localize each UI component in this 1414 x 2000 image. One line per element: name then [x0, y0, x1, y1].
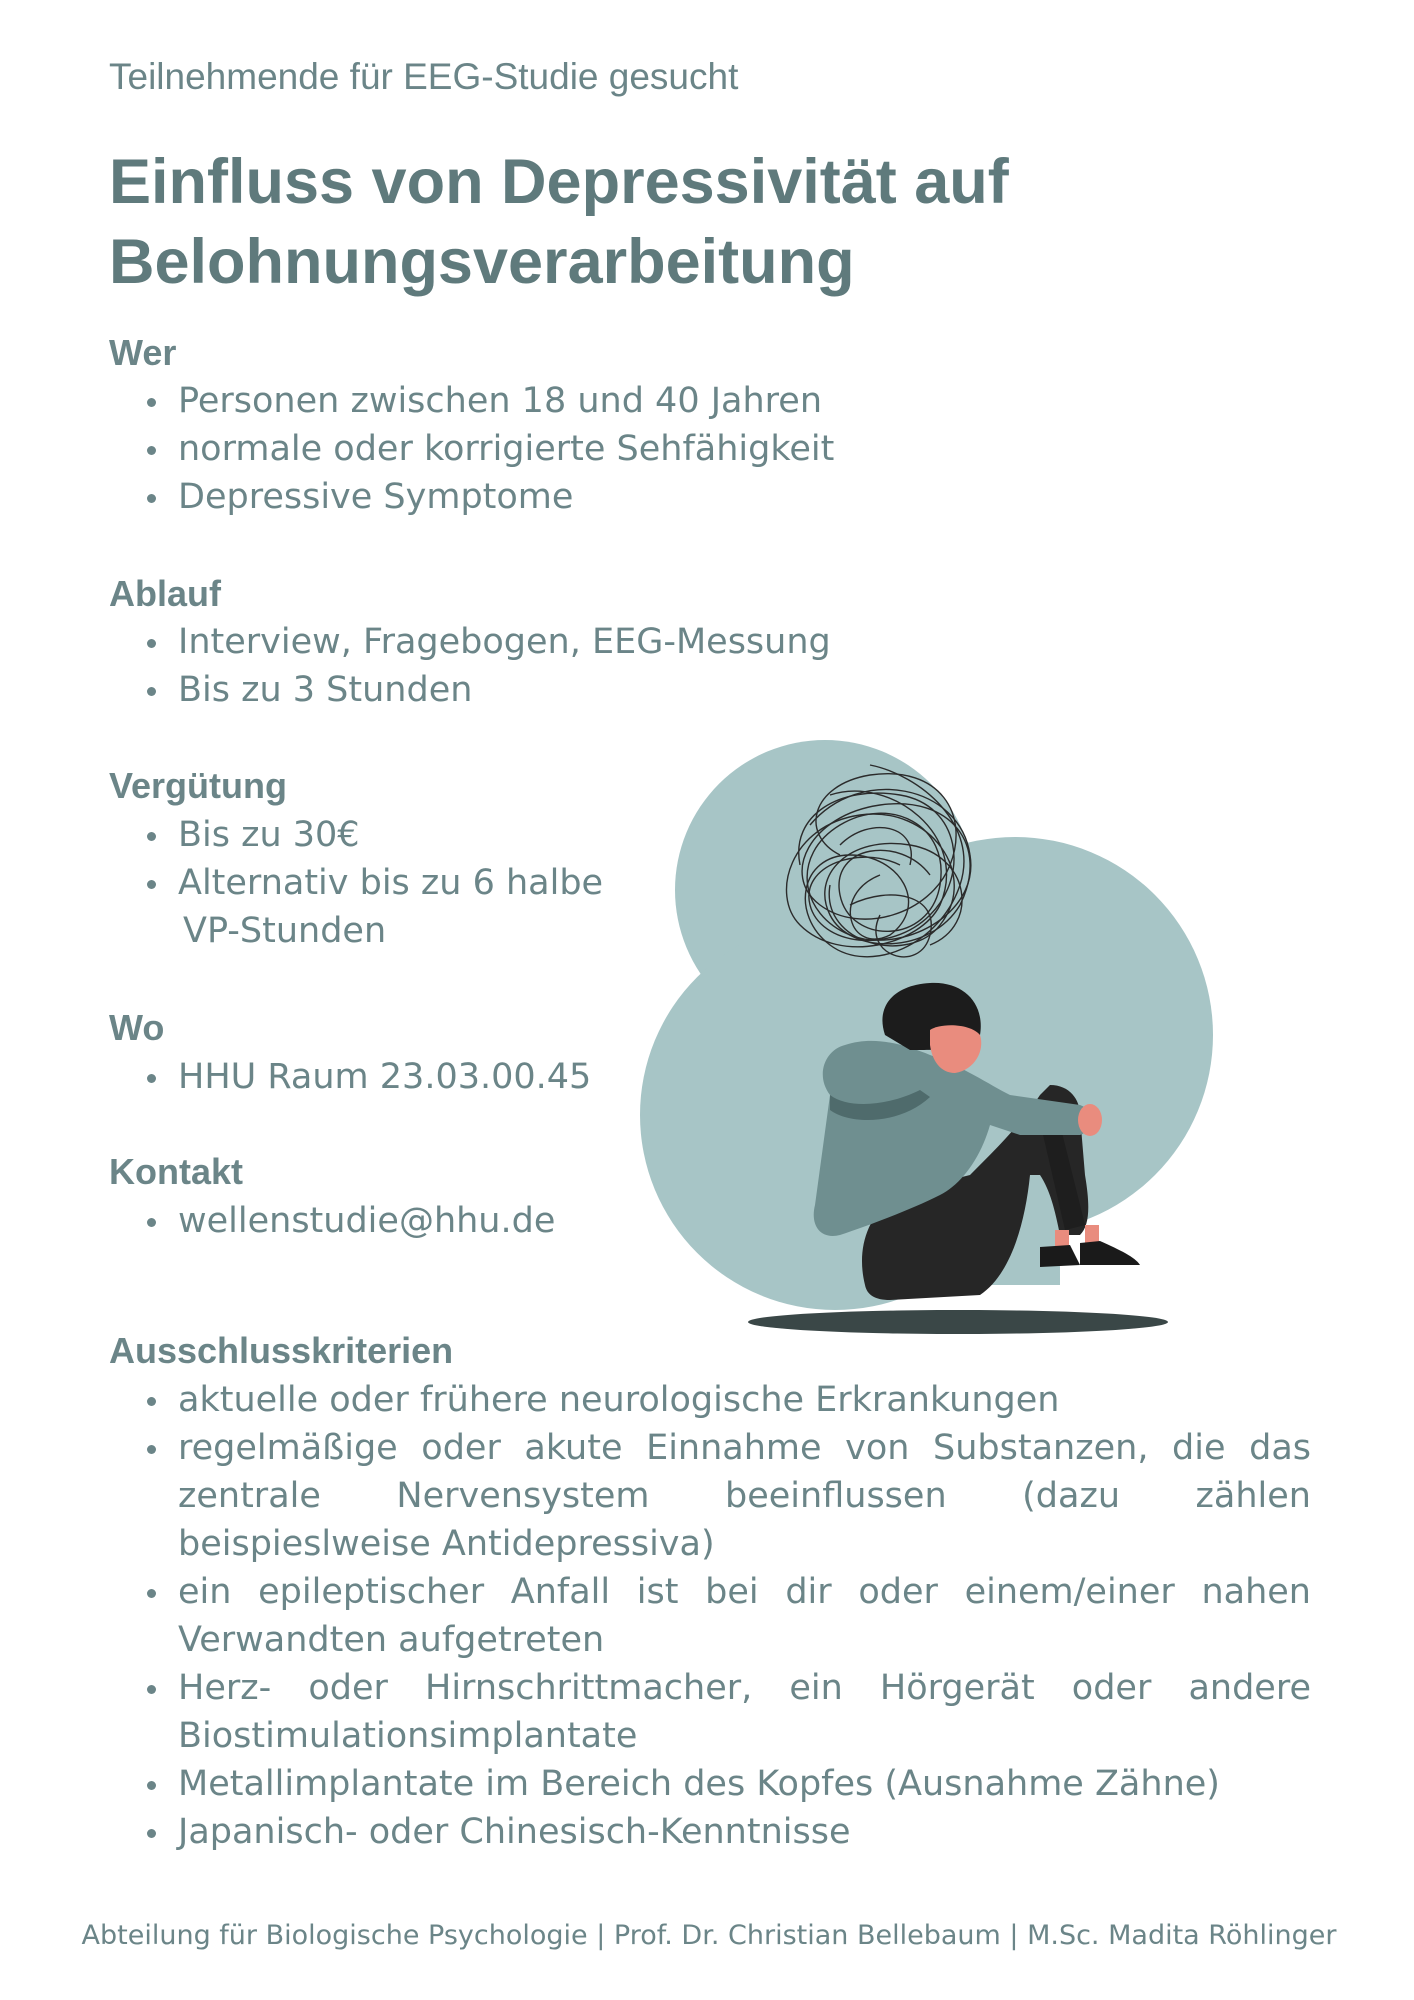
section-heading-verguetung: Vergütung [109, 765, 287, 806]
list-item: Bis zu 30€ [109, 811, 603, 859]
list-item: Herz- oder Hirnschrittmacher, ein Hörgerät oder andere Biostimulationsimplantate [109, 1664, 1311, 1760]
section-heading-wer: Wer [109, 332, 177, 373]
list-item: Metallimplantate im Bereich des Kopfes (Ausnahme Zähne) [109, 1760, 1311, 1808]
section-heading-kontakt: Kontakt [109, 1151, 243, 1192]
section-heading-wo: Wo [109, 1007, 165, 1048]
section-heading-ausschluss: Ausschlusskriterien [109, 1330, 454, 1371]
list-wer [109, 377, 834, 521]
title-line-2: Belohnungsverarbeitung [109, 227, 855, 297]
list-item: ein epileptischer Anfall ist bei dir oder einem/einer nahen Verwandten aufgetreten [109, 1568, 1311, 1664]
list-item-line: VP-Stunden [183, 911, 387, 951]
contact-email[interactable]: wellenstudie@hhu.de [109, 1197, 555, 1245]
list-kontakt [109, 1197, 555, 1245]
list-item-line: Alternativ bis zu 6 halbe [178, 863, 604, 903]
list-item: Bis zu 3 Stunden [109, 666, 831, 714]
list-item: normale oder korrigierte Sehfähigkeit [109, 425, 834, 473]
hand-shape [1078, 1104, 1102, 1136]
shoe-shape [1040, 1245, 1080, 1267]
list-verguetung [109, 811, 603, 955]
list-item [109, 859, 603, 955]
list-item: Interview, Fragebogen, EEG-Messung [109, 618, 831, 666]
list-item: Japanisch- oder Chinesisch-Kenntnisse [109, 1808, 1311, 1856]
ground-shadow [748, 1310, 1168, 1334]
sad-person-illustration [640, 705, 1240, 1355]
title-line-1: Einfluss von Depressivität auf [109, 147, 1009, 217]
flyer-kicker: Teilnehmende für EEG-Studie gesucht [109, 56, 739, 97]
list-wo [109, 1053, 591, 1101]
list-item: Depressive Symptome [109, 473, 834, 521]
section-heading-ablauf: Ablauf [109, 573, 221, 614]
flyer-footer: Abteilung für Biologische Psychologie | Prof. Dr. Christian Bellebaum | M.Sc. Madita Röhlinger [81, 1920, 1337, 1951]
flyer-title [109, 142, 1009, 302]
list-item: HHU Raum 23.03.00.45 [109, 1053, 591, 1101]
list-item: aktuelle oder frühere neurologische Erkrankungen [109, 1376, 1311, 1424]
list-item: regelmäßige oder akute Einnahme von Substanzen, die das zentrale Nervensystem beeinflussen (dazu zählen beispieslweise Antidepressiva) [109, 1424, 1311, 1568]
list-ablauf [109, 618, 831, 714]
list-ausschluss [109, 1376, 1311, 1856]
list-item: Personen zwischen 18 und 40 Jahren [109, 377, 834, 425]
shoe-shape [1080, 1241, 1140, 1265]
